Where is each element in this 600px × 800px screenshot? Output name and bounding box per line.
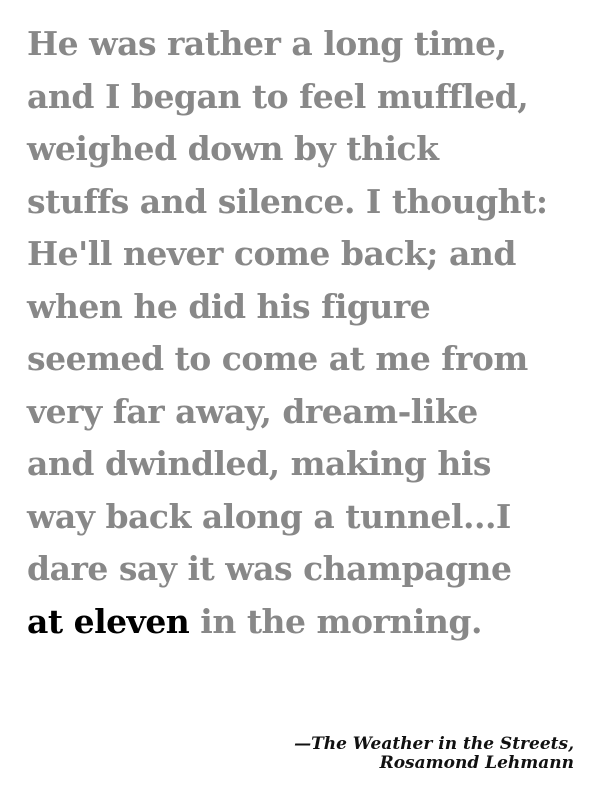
author-name: Rosamond Lehmann bbox=[379, 753, 574, 773]
quote-line: way back along a tunnel...I bbox=[27, 496, 511, 536]
quote-line: and dwindled, making his bbox=[27, 444, 491, 483]
book-title-line: —The Weather in the Streets, bbox=[294, 734, 574, 754]
quote-line: He was rather a long time, bbox=[27, 24, 507, 63]
quote-last-line bbox=[27, 596, 592, 649]
emphasized-phrase: at eleven bbox=[27, 601, 190, 641]
quote-text bbox=[27, 18, 592, 648]
quote-line: seemed to come at me from bbox=[27, 339, 528, 378]
quote-line: and I began to feel muffled, bbox=[27, 76, 529, 116]
quote-line: weighed down by thick bbox=[27, 129, 439, 168]
quote-line-tail: in the morning. bbox=[189, 601, 482, 641]
quote-line: stuffs and silence. I thought: bbox=[27, 181, 548, 221]
quote-line: when he did his figure bbox=[27, 286, 431, 326]
quote-line: dare say it was champagne bbox=[27, 549, 512, 588]
quote-line: He'll never come back; and bbox=[27, 234, 516, 273]
attribution bbox=[294, 735, 574, 773]
quote-line: very far away, dream-like bbox=[27, 391, 478, 431]
